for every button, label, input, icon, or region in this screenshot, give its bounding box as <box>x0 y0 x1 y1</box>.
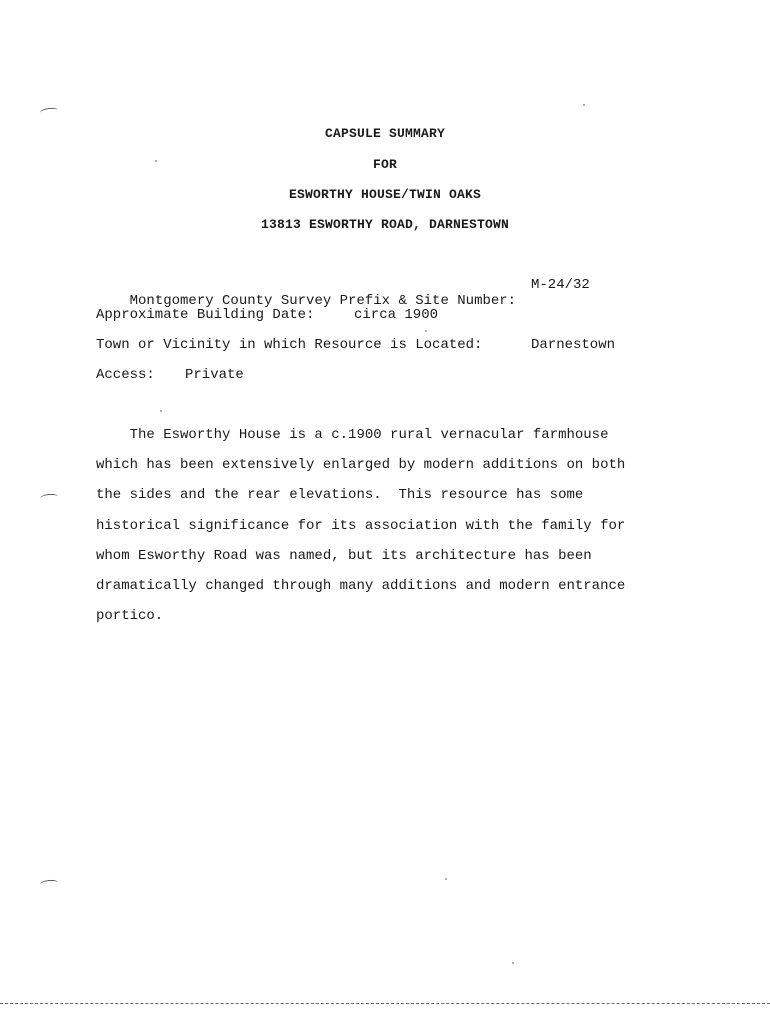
access-label: Access: <box>96 367 155 383</box>
property-address: 13813 ESWORTHY ROAD, DARNESTOWN <box>260 217 510 232</box>
scan-speck <box>445 878 447 880</box>
description-line: the sides and the rear elevations. This resource has some <box>96 487 584 503</box>
date-value: circa 1900 <box>354 307 439 323</box>
scan-bottom-edge <box>0 1003 770 1004</box>
description-line: which has been extensively enlarged by modern additions on both <box>96 457 626 473</box>
description-line: whom Esworthy Road was named, but its architecture has been <box>96 548 592 564</box>
property-name: ESWORTHY HOUSE/TWIN OAKS <box>288 187 482 202</box>
scan-mark <box>40 107 59 116</box>
description-line: The Esworthy House is a c.1900 rural vernacular farmhouse <box>96 427 609 443</box>
town-label: Town or Vicinity in which Resource is Located: <box>96 337 483 353</box>
capsule-summary-title: CAPSULE SUMMARY <box>324 126 446 141</box>
access-value: Private <box>185 367 244 383</box>
date-label: Approximate Building Date: <box>96 307 315 323</box>
survey-value: M-24/32 <box>531 277 590 293</box>
scan-mark <box>40 493 59 502</box>
scan-speck <box>160 410 162 412</box>
town-value: Darnestown <box>531 337 616 353</box>
description-line: historical significance for its association with the family for <box>96 518 626 534</box>
scan-speck <box>425 330 427 332</box>
description-line: dramatically changed through many additions and modern entrance <box>96 578 626 594</box>
survey-label: Montgomery County Survey Prefix & Site Number: <box>129 293 517 309</box>
scan-speck <box>512 962 514 964</box>
description-line: portico. <box>96 608 164 624</box>
scan-speck <box>583 104 585 106</box>
scan-mark <box>40 879 59 888</box>
for-heading: FOR <box>372 157 397 172</box>
